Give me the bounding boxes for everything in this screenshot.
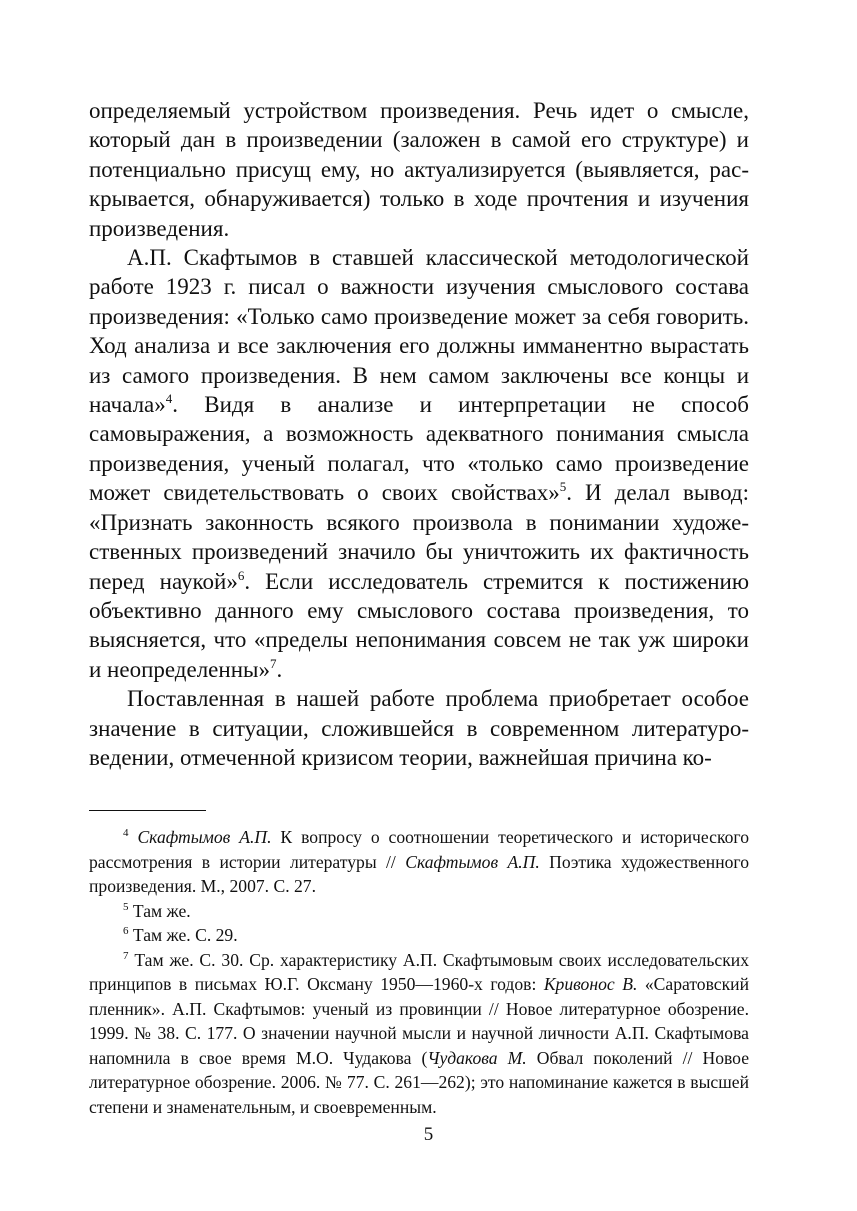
footnote-6-number: 6 [123, 925, 129, 938]
paragraph-2 [89, 243, 749, 684]
paragraph-2-text-5: . [276, 656, 283, 682]
paragraph-2-text-3: . И делал вывод: «Признать законность всякого произвола в понимании художественных произведений значило бы уничтожить их фактичность перед наукой» [89, 480, 749, 594]
footnote-7-author-1: Кривонос В. [543, 974, 638, 995]
footnote-5-text: Там же. [132, 900, 191, 921]
paragraph-2-text-4: . Если исследователь стремится к постижению объективно данного ему смыслового состава произведения, то выясняется, что «пределы непонимания совсем не так уж широки и неопределенны» [89, 568, 750, 682]
footnote-7-text-2: «Саратовский пленник». А.П. Скафтымов: ученый из провинции // Новое литературное обозрение. 1999. № 38. С. 177. О значении научной мысли и научной личности А.П. Скафтымова напомнила в свое время М.О. Чудакова ( [89, 974, 749, 1068]
footnote-4-number: 4 [123, 827, 129, 840]
footnote-4-author-2: Скафтымов А.П. [405, 851, 540, 872]
footnote-5 [89, 899, 749, 924]
paragraph-3: Поставленная в нашей работе проблема приобретает особое значение в ситуации, сложившейся в современном литературоведении, отмеченной кризисом теории, важнейшая причина ко- [89, 686, 749, 770]
footnote-7 [89, 948, 749, 1120]
footnote-7-text-3: Обвал поколений // Новое литературное обозрение. 2006. № 77. С. 261—262); это напоминание кажется в высшей степени и знаменательным, и своевременным. [89, 1047, 750, 1117]
paragraph-2-text-1: А.П. Скафтымов в ставшей классической методологической работе 1923 г. писал о важности изучения смыслового состава произведения: «Только само произведение может за себя говорить. Ход анализа и все заключения его должны имманентно вырастать из самого произведения. В нем самом заключены все концы и начала» [89, 245, 749, 418]
footnote-divider [89, 810, 206, 811]
paragraph-1: определяемый устройством произведения. Речь идет о смысле, который дан в произведении (заложен в самой его структуре) и потенциально присущ ему, но актуализируется (выявляется, раскрывается, обнаруживается) только в ходе прочтения и изучения произведения. [89, 98, 749, 241]
page-number: 5 [423, 1124, 434, 1145]
footnote-ref-6: 6 [237, 567, 245, 583]
footnote-7-author-2: Чудакова М. [427, 1047, 527, 1068]
footnote-5-number: 5 [123, 900, 129, 913]
footnote-4-author-1: Скафтымов А.П. [137, 827, 272, 848]
paragraph-2-text-2: . Видя в анализе и интерпретации не способ самовыражения, а возможность адекватного понимания смысла произведения, ученый полагал, что «только само произведение может свидетельствовать о своих свойствах» [89, 392, 749, 506]
footnote-6-text: Там же. С. 29. [132, 925, 238, 946]
footnote-4 [89, 825, 749, 899]
footnote-ref-4: 4 [165, 391, 173, 407]
footnote-7-number: 7 [123, 949, 129, 962]
footnote-4-text-1: К вопросу о соотношении теоретического и исторического рассмотрения в истории литературы // [89, 827, 749, 872]
footnote-7-text-1: Там же. С. 30. Ср. характеристику А.П. Скафтымовым своих исследовательских принципов в письмах Ю.Г. Оксману 1950—1960-х годов: [89, 949, 749, 995]
footnote-ref-5: 5 [559, 479, 567, 495]
footnote-6 [89, 923, 749, 948]
footnotes [89, 825, 749, 1119]
page-body [89, 96, 749, 1119]
footnote-ref-7: 7 [269, 655, 277, 671]
footnote-4-text-2: Поэтика художественного произведения. М., 2007. С. 27. [89, 851, 749, 897]
